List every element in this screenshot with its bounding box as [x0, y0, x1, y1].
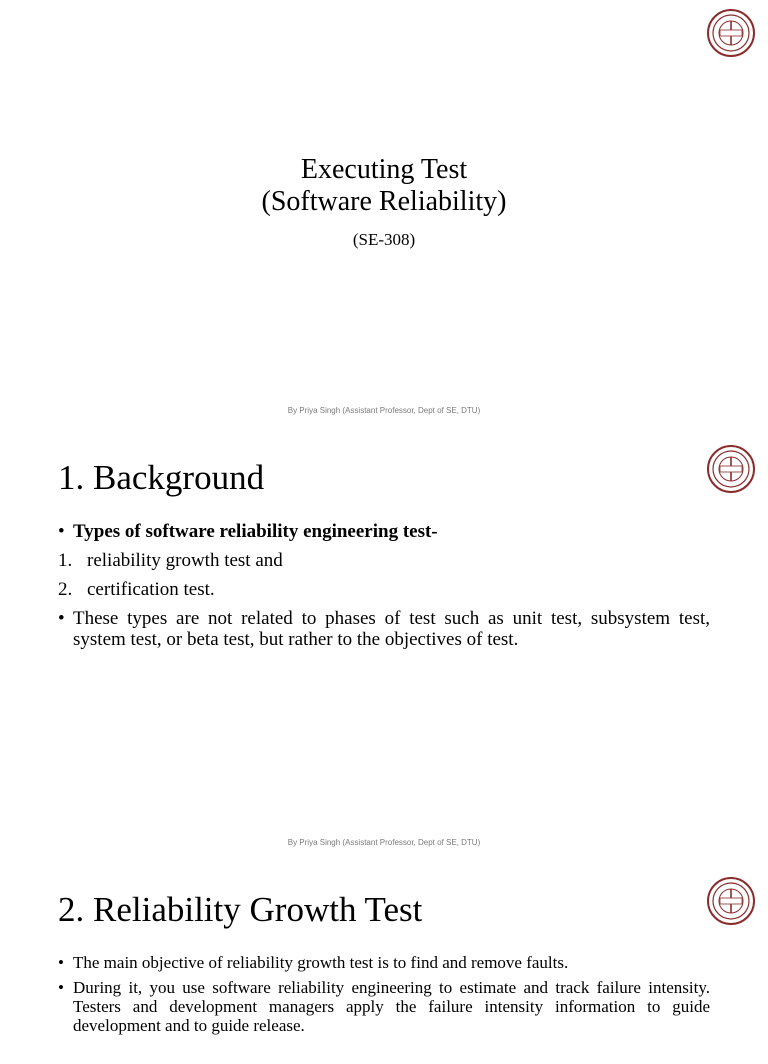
item-text: certification test. — [87, 579, 215, 600]
dtu-logo-icon — [707, 445, 755, 493]
dtu-logo-icon — [707, 877, 755, 925]
title-slide — [0, 0, 768, 432]
background-slide — [0, 432, 768, 864]
slide-title-line2: (Software Reliability) — [261, 186, 507, 217]
list-item — [58, 978, 710, 1035]
slide-title-line1: Executing Test — [300, 154, 468, 185]
list-item — [58, 579, 710, 600]
bullet-marker: • — [58, 953, 64, 972]
slide-heading: 2. Reliability Growth Test — [58, 890, 423, 929]
item-text: reliability growth test and — [87, 550, 283, 571]
number-marker: 1. — [58, 550, 73, 571]
course-code: (SE-308) — [352, 230, 416, 249]
bullet-list — [58, 521, 710, 658]
bullet-marker: • — [58, 978, 64, 997]
list-item — [58, 953, 710, 972]
bullet-marker: • — [58, 608, 65, 629]
bullet-text: These types are not related to phases of test such as unit test, subsystem test, system test, or beta test, but rather to the objectives of test. — [73, 608, 710, 650]
list-item — [58, 521, 710, 542]
bullet-text: The main objective of reliability growth test is to find and remove faults. — [73, 953, 569, 972]
reliability-growth-slide — [0, 864, 768, 1064]
slide-footer: By Priya Singh (Assistant Professor, Dept of SE, DTU) — [287, 406, 481, 415]
list-item — [58, 550, 710, 571]
bullet-text: Types of software reliability engineering test- — [73, 521, 438, 542]
bullet-text: During it, you use software reliability engineering to estimate and track failure intensity. Testers and development managers apply the failure intensity information to guide development and to guide release. — [73, 978, 710, 1035]
bullet-list — [58, 953, 710, 1041]
bullet-marker: • — [58, 521, 65, 542]
slide-heading: 1. Background — [58, 458, 265, 497]
dtu-logo-icon — [707, 9, 755, 57]
number-marker: 2. — [58, 579, 73, 600]
slide-footer: By Priya Singh (Assistant Professor, Dept of SE, DTU) — [287, 838, 481, 847]
list-item — [58, 608, 710, 650]
